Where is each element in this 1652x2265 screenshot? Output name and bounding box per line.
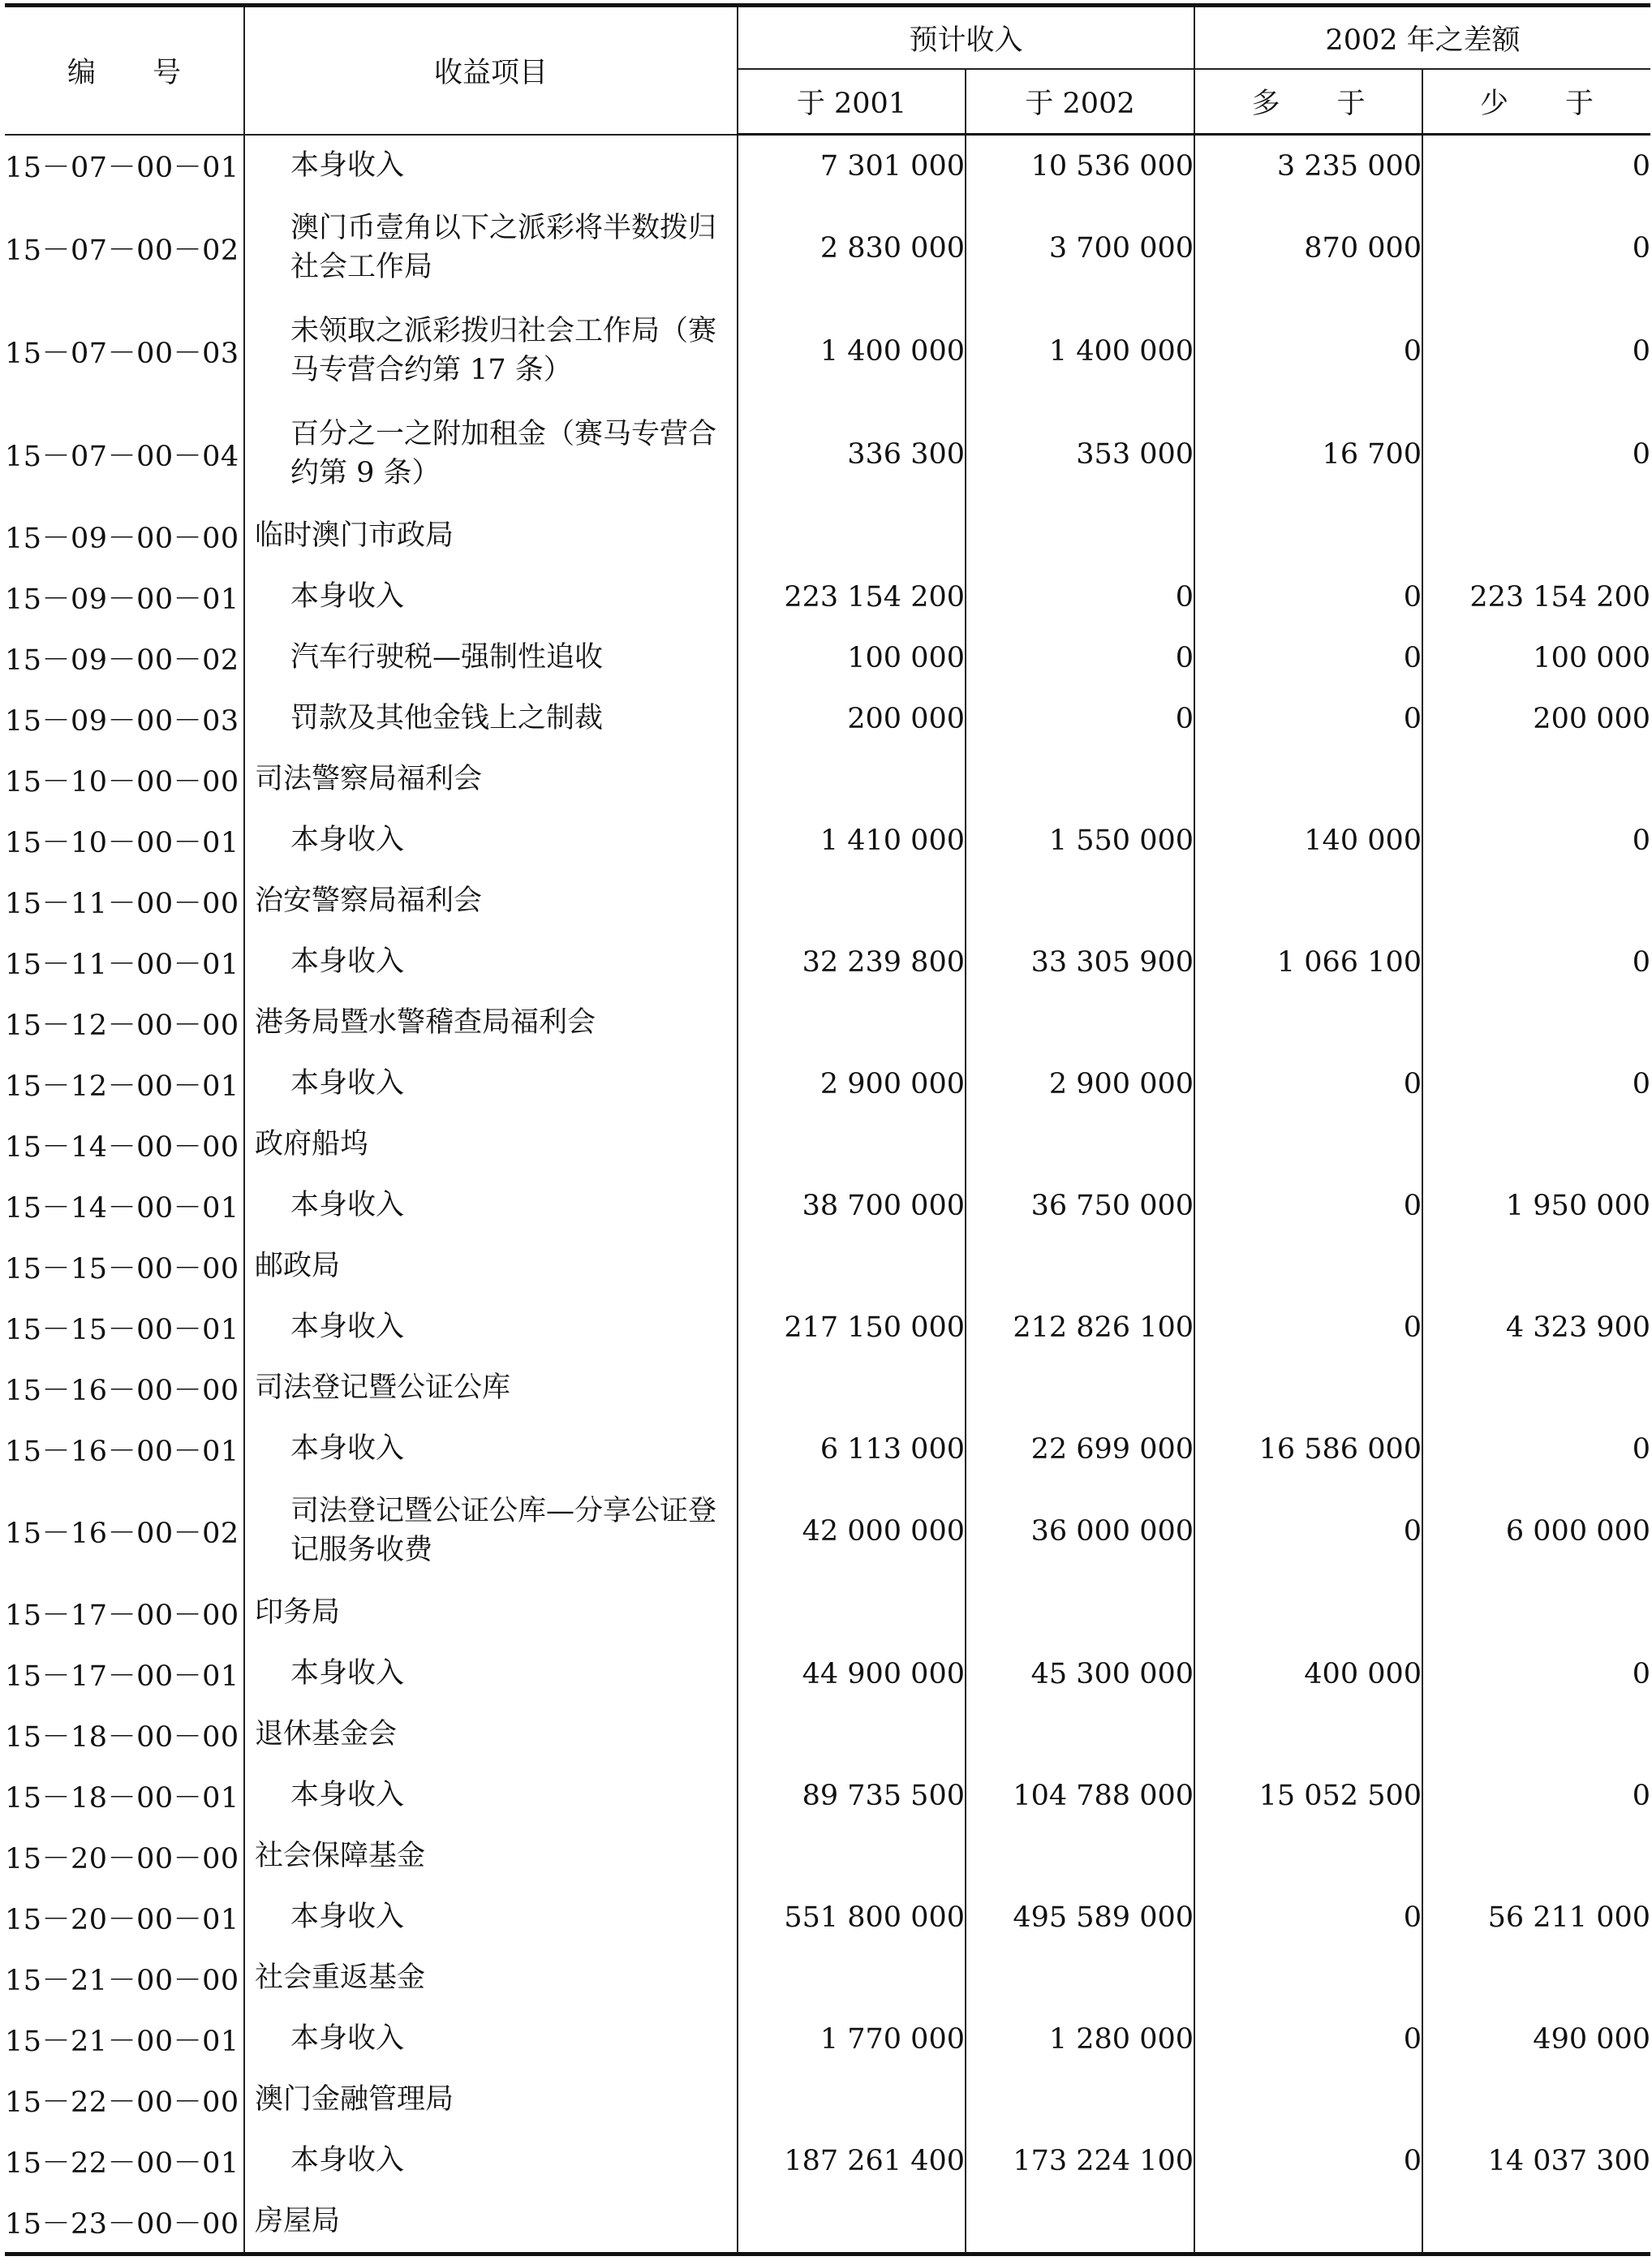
row-item: 印务局	[244, 1582, 738, 1643]
row-code: 15－09－00－01	[5, 583, 239, 616]
row-item: 本身收入	[244, 1765, 738, 1826]
row-item: 未领取之派彩拨归社会工作局（赛马专营合约第 17 条）	[244, 299, 738, 403]
table-row	[5, 403, 1650, 506]
row-diff-less	[1422, 2069, 1650, 2130]
header-diff: 2002 年之差额	[1194, 6, 1650, 70]
row-code: 15－17－00－01	[5, 1660, 239, 1693]
row-item: 罚款及其他金钱上之制裁	[244, 688, 738, 749]
row-diff-more	[1194, 1114, 1422, 1175]
row-forecast-2001	[738, 1236, 966, 1297]
header-item: 收益项目	[244, 6, 738, 135]
row-item: 汽车行驶税—强制性追收	[244, 627, 738, 688]
row-diff-more: 0	[1194, 2009, 1422, 2069]
row-forecast-2001	[738, 2069, 966, 2130]
row-code: 15－09－00－00	[5, 522, 239, 555]
table-row	[5, 1704, 1650, 1765]
row-forecast-2001: 223 154 200	[738, 566, 966, 627]
row-forecast-2002: 22 699 000	[966, 1419, 1194, 1479]
table-row	[5, 932, 1650, 993]
table-row	[5, 1236, 1650, 1297]
row-diff-more: 0	[1194, 1887, 1422, 1948]
row-item: 社会保障基金	[244, 1826, 738, 1887]
row-forecast-2001: 336 300	[738, 403, 966, 506]
header-forecast: 预计收入	[738, 6, 1194, 70]
row-forecast-2002: 353 000	[966, 403, 1194, 506]
row-forecast-2002	[966, 1704, 1194, 1765]
row-code: 15－16－00－01	[5, 1435, 239, 1468]
row-item: 本身收入	[244, 2009, 738, 2069]
row-code: 15－17－00－00	[5, 1599, 239, 1632]
row-diff-less	[1422, 506, 1650, 566]
row-forecast-2002: 1 400 000	[966, 299, 1194, 403]
row-forecast-2002	[966, 749, 1194, 810]
row-item: 本身收入	[244, 1643, 738, 1704]
table-row	[5, 871, 1650, 932]
header-diff-less: 少 于	[1422, 69, 1650, 135]
row-item: 退休基金会	[244, 1704, 738, 1765]
row-item: 本身收入	[244, 1297, 738, 1358]
table-row	[5, 2069, 1650, 2130]
row-item: 临时澳门市政局	[244, 506, 738, 566]
row-forecast-2002: 1 550 000	[966, 810, 1194, 871]
row-forecast-2001: 89 735 500	[738, 1765, 966, 1826]
revenue-table	[5, 3, 1650, 2256]
row-diff-less	[1422, 1582, 1650, 1643]
table-row	[5, 1419, 1650, 1479]
row-forecast-2001	[738, 1582, 966, 1643]
row-diff-less: 0	[1422, 810, 1650, 871]
row-diff-less	[1422, 749, 1650, 810]
row-item: 社会重返基金	[244, 1948, 738, 2009]
row-diff-more: 0	[1194, 1297, 1422, 1358]
row-diff-more: 16 700	[1194, 403, 1422, 506]
row-code: 15－18－00－01	[5, 1781, 239, 1815]
row-code: 15－07－00－04	[5, 440, 239, 473]
row-forecast-2001: 6 113 000	[738, 1419, 966, 1479]
table-row	[5, 1175, 1650, 1236]
row-diff-less: 0	[1422, 135, 1650, 197]
row-forecast-2002: 0	[966, 566, 1194, 627]
row-forecast-2002: 495 589 000	[966, 1887, 1194, 1948]
row-forecast-2002: 212 826 100	[966, 1297, 1194, 1358]
row-forecast-2002	[966, 993, 1194, 1053]
row-forecast-2002	[966, 2069, 1194, 2130]
row-code: 15－09－00－03	[5, 704, 239, 738]
row-code: 15－12－00－01	[5, 1070, 239, 1103]
table-row	[5, 1643, 1650, 1704]
row-forecast-2001	[738, 871, 966, 932]
row-diff-more: 0	[1194, 1479, 1422, 1582]
row-code: 15－21－00－00	[5, 1964, 239, 1997]
header-forecast-2001: 于 2001	[738, 69, 966, 135]
row-forecast-2002: 33 305 900	[966, 932, 1194, 993]
row-diff-more: 0	[1194, 1053, 1422, 1114]
row-forecast-2002	[966, 1948, 1194, 2009]
row-code: 15－16－00－02	[5, 1517, 239, 1550]
row-code: 15－15－00－00	[5, 1252, 239, 1285]
row-forecast-2002	[966, 506, 1194, 566]
row-forecast-2001	[738, 506, 966, 566]
row-diff-more	[1194, 2191, 1422, 2254]
row-item: 本身收入	[244, 1053, 738, 1114]
row-forecast-2002: 45 300 000	[966, 1643, 1194, 1704]
row-diff-more	[1194, 1236, 1422, 1297]
row-diff-less: 4 323 900	[1422, 1297, 1650, 1358]
table-row	[5, 1582, 1650, 1643]
row-item: 本身收入	[244, 2130, 738, 2191]
table-row	[5, 749, 1650, 810]
row-forecast-2002	[966, 2191, 1194, 2254]
row-diff-more	[1194, 1948, 1422, 2009]
table-row	[5, 1765, 1650, 1826]
row-item: 司法登记暨公证公库—分享公证登记服务收费	[244, 1479, 738, 1582]
row-forecast-2001	[738, 1358, 966, 1419]
row-forecast-2001: 2 830 000	[738, 196, 966, 299]
row-code: 15－21－00－01	[5, 2025, 239, 2058]
row-diff-more: 0	[1194, 566, 1422, 627]
row-diff-less: 0	[1422, 1643, 1650, 1704]
row-forecast-2002: 0	[966, 688, 1194, 749]
row-forecast-2002	[966, 1358, 1194, 1419]
row-forecast-2001: 42 000 000	[738, 1479, 966, 1582]
row-forecast-2001: 200 000	[738, 688, 966, 749]
row-item: 本身收入	[244, 810, 738, 871]
row-code: 15－20－00－01	[5, 1903, 239, 1936]
row-forecast-2001	[738, 1948, 966, 2009]
row-diff-less: 223 154 200	[1422, 566, 1650, 627]
row-code: 15－20－00－00	[5, 1842, 239, 1875]
row-diff-more: 16 586 000	[1194, 1419, 1422, 1479]
row-forecast-2001: 38 700 000	[738, 1175, 966, 1236]
row-diff-less	[1422, 993, 1650, 1053]
row-forecast-2001: 2 900 000	[738, 1053, 966, 1114]
table-row	[5, 299, 1650, 403]
row-code: 15－10－00－00	[5, 765, 239, 799]
row-diff-more	[1194, 1582, 1422, 1643]
table-row	[5, 993, 1650, 1053]
row-diff-more: 15 052 500	[1194, 1765, 1422, 1826]
row-item: 本身收入	[244, 566, 738, 627]
row-forecast-2001: 217 150 000	[738, 1297, 966, 1358]
table-row	[5, 1948, 1650, 2009]
row-item: 治安警察局福利会	[244, 871, 738, 932]
row-diff-more: 1 066 100	[1194, 932, 1422, 993]
row-diff-more: 0	[1194, 299, 1422, 403]
row-diff-more: 0	[1194, 688, 1422, 749]
row-forecast-2001: 187 261 400	[738, 2130, 966, 2191]
row-diff-less: 490 000	[1422, 2009, 1650, 2069]
row-item: 司法登记暨公证公库	[244, 1358, 738, 1419]
row-code: 15－07－00－03	[5, 337, 239, 370]
row-forecast-2002: 2 900 000	[966, 1053, 1194, 1114]
row-code: 15－23－00－00	[5, 2191, 244, 2254]
row-code: 15－07－00－01	[5, 152, 239, 185]
table-header	[5, 6, 1650, 135]
row-diff-less: 6 000 000	[1422, 1479, 1650, 1582]
row-diff-less: 1 950 000	[1422, 1175, 1650, 1236]
row-diff-less: 100 000	[1422, 627, 1650, 688]
row-diff-more: 0	[1194, 1175, 1422, 1236]
row-forecast-2002	[966, 871, 1194, 932]
table-body	[5, 135, 1650, 2254]
row-forecast-2002: 36 750 000	[966, 1175, 1194, 1236]
row-diff-more	[1194, 1704, 1422, 1765]
row-diff-more	[1194, 749, 1422, 810]
row-forecast-2001: 1 400 000	[738, 299, 966, 403]
row-code: 15－18－00－00	[5, 1720, 239, 1754]
row-code: 15－16－00－00	[5, 1374, 239, 1407]
row-forecast-2001	[738, 2191, 966, 2254]
row-item: 房屋局	[244, 2191, 738, 2254]
row-forecast-2001	[738, 749, 966, 810]
row-forecast-2001: 32 239 800	[738, 932, 966, 993]
table-row	[5, 566, 1650, 627]
header-forecast-2002: 于 2002	[966, 69, 1194, 135]
row-code: 15－10－00－01	[5, 826, 239, 859]
row-forecast-2001	[738, 1826, 966, 1887]
row-code: 15－14－00－01	[5, 1191, 239, 1225]
row-forecast-2001: 1 410 000	[738, 810, 966, 871]
table-row	[5, 1358, 1650, 1419]
row-diff-less: 0	[1422, 1419, 1650, 1479]
row-forecast-2001	[738, 1114, 966, 1175]
table-row	[5, 1887, 1650, 1948]
row-forecast-2002	[966, 1826, 1194, 1887]
table-row	[5, 1479, 1650, 1582]
row-diff-less	[1422, 1826, 1650, 1887]
row-forecast-2001	[738, 1704, 966, 1765]
row-diff-less	[1422, 1948, 1650, 2009]
row-diff-more	[1194, 871, 1422, 932]
row-diff-less: 0	[1422, 299, 1650, 403]
header-diff-more: 多 于	[1194, 69, 1422, 135]
row-diff-more: 400 000	[1194, 1643, 1422, 1704]
row-diff-more: 0	[1194, 2130, 1422, 2191]
row-item: 本身收入	[244, 932, 738, 993]
row-diff-less	[1422, 1704, 1650, 1765]
row-forecast-2002: 3 700 000	[966, 196, 1194, 299]
table-row	[5, 688, 1650, 749]
row-forecast-2001: 7 301 000	[738, 135, 966, 197]
row-forecast-2001: 44 900 000	[738, 1643, 966, 1704]
row-diff-more	[1194, 1826, 1422, 1887]
row-code: 15－11－00－00	[5, 887, 239, 920]
row-forecast-2001: 100 000	[738, 627, 966, 688]
row-forecast-2002: 0	[966, 627, 1194, 688]
table-row	[5, 810, 1650, 871]
row-code: 15－12－00－00	[5, 1009, 239, 1042]
row-diff-more: 3 235 000	[1194, 135, 1422, 197]
row-diff-more: 870 000	[1194, 196, 1422, 299]
row-item: 司法警察局福利会	[244, 749, 738, 810]
row-diff-less: 14 037 300	[1422, 2130, 1650, 2191]
row-forecast-2002: 1 280 000	[966, 2009, 1194, 2069]
row-diff-more: 0	[1194, 627, 1422, 688]
row-code: 15－15－00－01	[5, 1313, 239, 1346]
row-item: 邮政局	[244, 1236, 738, 1297]
row-diff-less: 0	[1422, 1053, 1650, 1114]
table-row	[5, 1297, 1650, 1358]
row-item: 本身收入	[244, 1419, 738, 1479]
row-item: 百分之一之附加租金（赛马专营合约第 9 条）	[244, 403, 738, 506]
header-code: 编 号	[5, 6, 244, 135]
row-forecast-2002	[966, 1582, 1194, 1643]
table-row	[5, 1826, 1650, 1887]
row-diff-less: 56 211 000	[1422, 1887, 1650, 1948]
row-code: 15－22－00－01	[5, 2147, 239, 2180]
row-item: 澳门金融管理局	[244, 2069, 738, 2130]
row-forecast-2001	[738, 993, 966, 1053]
table-row	[5, 135, 1650, 197]
row-item: 澳门币壹角以下之派彩将半数拨归社会工作局	[244, 196, 738, 299]
table-row	[5, 1114, 1650, 1175]
row-code: 15－11－00－01	[5, 948, 239, 981]
row-forecast-2001: 1 770 000	[738, 2009, 966, 2069]
row-diff-more	[1194, 2069, 1422, 2130]
row-diff-more	[1194, 506, 1422, 566]
row-code: 15－07－00－02	[5, 234, 239, 267]
row-code: 15－22－00－00	[5, 2086, 239, 2119]
row-item: 本身收入	[244, 1887, 738, 1948]
table-row	[5, 196, 1650, 299]
row-diff-less: 0	[1422, 932, 1650, 993]
row-diff-less	[1422, 2191, 1650, 2254]
row-forecast-2002: 36 000 000	[966, 1479, 1194, 1582]
row-item: 本身收入	[244, 135, 738, 197]
table-row	[5, 2130, 1650, 2191]
row-code: 15－09－00－02	[5, 644, 239, 677]
row-diff-less: 200 000	[1422, 688, 1650, 749]
row-diff-more	[1194, 993, 1422, 1053]
table-row	[5, 2009, 1650, 2069]
row-diff-less: 0	[1422, 196, 1650, 299]
row-forecast-2002: 10 536 000	[966, 135, 1194, 197]
row-diff-less	[1422, 1236, 1650, 1297]
row-diff-more	[1194, 1358, 1422, 1419]
table-row	[5, 506, 1650, 566]
row-diff-less	[1422, 871, 1650, 932]
row-diff-less: 0	[1422, 403, 1650, 506]
table-row	[5, 627, 1650, 688]
row-diff-less	[1422, 1114, 1650, 1175]
row-diff-more: 140 000	[1194, 810, 1422, 871]
row-forecast-2002: 173 224 100	[966, 2130, 1194, 2191]
row-forecast-2002: 104 788 000	[966, 1765, 1194, 1826]
row-diff-less	[1422, 1358, 1650, 1419]
row-forecast-2001: 551 800 000	[738, 1887, 966, 1948]
row-forecast-2002	[966, 1236, 1194, 1297]
row-item: 本身收入	[244, 1175, 738, 1236]
row-item: 港务局暨水警稽查局福利会	[244, 993, 738, 1053]
row-diff-less: 0	[1422, 1765, 1650, 1826]
row-forecast-2002	[966, 1114, 1194, 1175]
table-row	[5, 1053, 1650, 1114]
row-code: 15－14－00－00	[5, 1130, 239, 1164]
table-row	[5, 2191, 1650, 2254]
row-item: 政府船坞	[244, 1114, 738, 1175]
